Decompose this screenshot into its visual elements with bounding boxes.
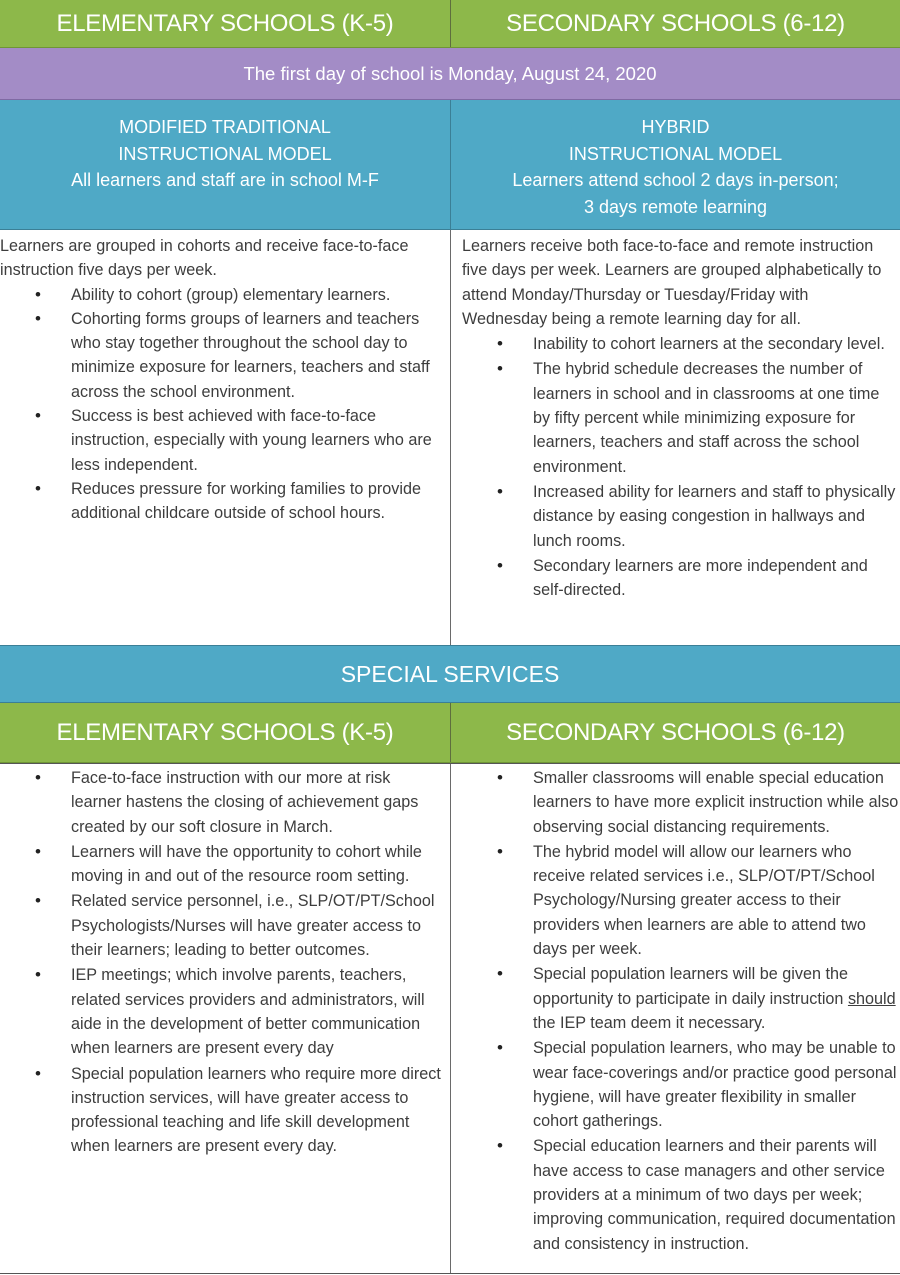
secondary-model-line1: HYBRID xyxy=(641,117,710,137)
list-item-text: Special population learners will be given the opportunity to participate in daily instruction xyxy=(533,965,848,1008)
secondary-model-bullets xyxy=(462,332,896,602)
elementary-model-details xyxy=(0,230,450,645)
list-item: • IEP meetings; which involve parents, teachers, related services providers and administrators, will aide in the development of better communication when learners are present every day xyxy=(0,963,444,1060)
special-details-row xyxy=(0,763,900,1274)
special-elementary-header: ELEMENTARY SCHOOLS (K-5) xyxy=(56,718,394,746)
first-day-banner: The first day of school is Monday, August 24, 2020 xyxy=(0,48,900,100)
elementary-model-line3: All learners and staff are in school M-F xyxy=(71,170,379,190)
underlined-word: should xyxy=(847,989,896,1008)
list-item: • The hybrid schedule decreases the number of learners in school and in classrooms at one time by fifty percent while minimizing exposure for learners, teachers and staff across the school environment. xyxy=(462,357,896,478)
list-item: • Special population learners, who may be unable to wear face-coverings and/or practice good personal hygiene, will have greater flexibility in smaller cohort gatherings. xyxy=(451,1036,900,1133)
list-item: • Learners will have the opportunity to cohort while moving in and out of the resource room setting. xyxy=(0,840,444,889)
list-item: • Special population learners who require more direct instruction services, will have greater access to professional teaching and life skill development when learners are present every day. xyxy=(0,1062,444,1159)
list-item: • Success is best achieved with face-to-face instruction, especially with young learners who are less independent. xyxy=(0,404,444,477)
special-header-row xyxy=(0,703,900,763)
list-item: • Ability to cohort (group) elementary learners. xyxy=(0,283,444,307)
list-item: • Secondary learners are more independent and self-directed. xyxy=(462,554,896,603)
elementary-model-header xyxy=(0,100,450,229)
secondary-header: SECONDARY SCHOOLS (6-12) xyxy=(450,0,900,47)
special-secondary-header: SECONDARY SCHOOLS (6-12) xyxy=(450,703,900,762)
model-header-row xyxy=(0,100,900,230)
list-item: • The hybrid model will allow our learners who receive related services i.e., SLP/OT/PT/School Psychology/Nursing greater access to their providers when learners are able to attend two days per week. xyxy=(451,840,900,961)
model-details-row xyxy=(0,230,900,645)
list-item-text: the IEP team deem it necessary. xyxy=(533,1013,766,1032)
list-item: • Inability to cohort learners at the secondary level. xyxy=(462,332,896,356)
list-item: • Reduces pressure for working families to provide additional childcare outside of school hours. xyxy=(0,477,444,526)
list-item xyxy=(451,962,900,1035)
special-secondary-details xyxy=(450,764,900,1273)
elementary-model-intro: Learners are grouped in cohorts and receive face-to-face instruction five days per week. xyxy=(0,237,409,280)
secondary-model-header xyxy=(450,100,900,229)
list-item: • Cohorting forms groups of learners and teachers who stay together throughout the school day to minimize exposure for learners, teachers and staff across the school environment. xyxy=(0,307,444,404)
list-item: • Special education learners and their parents will have access to case managers and other service providers at a minimum of two days per week; improving communication, required documentation and consistency in instruction. xyxy=(451,1134,900,1255)
secondary-model-line2: INSTRUCTIONAL MODEL xyxy=(568,143,783,164)
elementary-model-bullets xyxy=(0,283,444,526)
special-elementary-details xyxy=(0,764,450,1273)
list-item: • Face-to-face instruction with our more at risk learner hastens the closing of achievement gaps created by our soft closure in March. xyxy=(0,766,444,839)
elementary-header: ELEMENTARY SCHOOLS (K-5) xyxy=(56,9,394,37)
elementary-model-line2: INSTRUCTIONAL MODEL xyxy=(118,143,332,164)
list-item: • Smaller classrooms will enable special education learners to have more explicit instruction while also observing social distancing requirements. xyxy=(451,766,900,839)
secondary-model-intro: Learners receive both face-to-face and remote instruction five days per week. Learners are grouped alphabetically to attend Monday/Thursday or Tuesday/Friday with Wednesday being a remote learning day for all. xyxy=(462,237,882,328)
elementary-model-line1: MODIFIED TRADITIONAL xyxy=(119,117,331,137)
top-header-row xyxy=(0,0,900,48)
secondary-model-details xyxy=(450,230,900,645)
special-elementary-bullets xyxy=(0,766,444,1159)
secondary-model-line4: 3 days remote learning xyxy=(583,196,768,217)
special-services-title: SPECIAL SERVICES xyxy=(0,645,900,703)
list-item: • Related service personnel, i.e., SLP/OT/PT/School Psychologists/Nurses will have greater access to their learners; leading to better outcomes. xyxy=(0,889,444,962)
secondary-model-line3: Learners attend school 2 days in-person; xyxy=(512,170,839,190)
special-secondary-bullets xyxy=(451,766,900,1256)
list-item: • Increased ability for learners and staff to physically distance by easing congestion in hallways and lunch rooms. xyxy=(462,480,896,553)
